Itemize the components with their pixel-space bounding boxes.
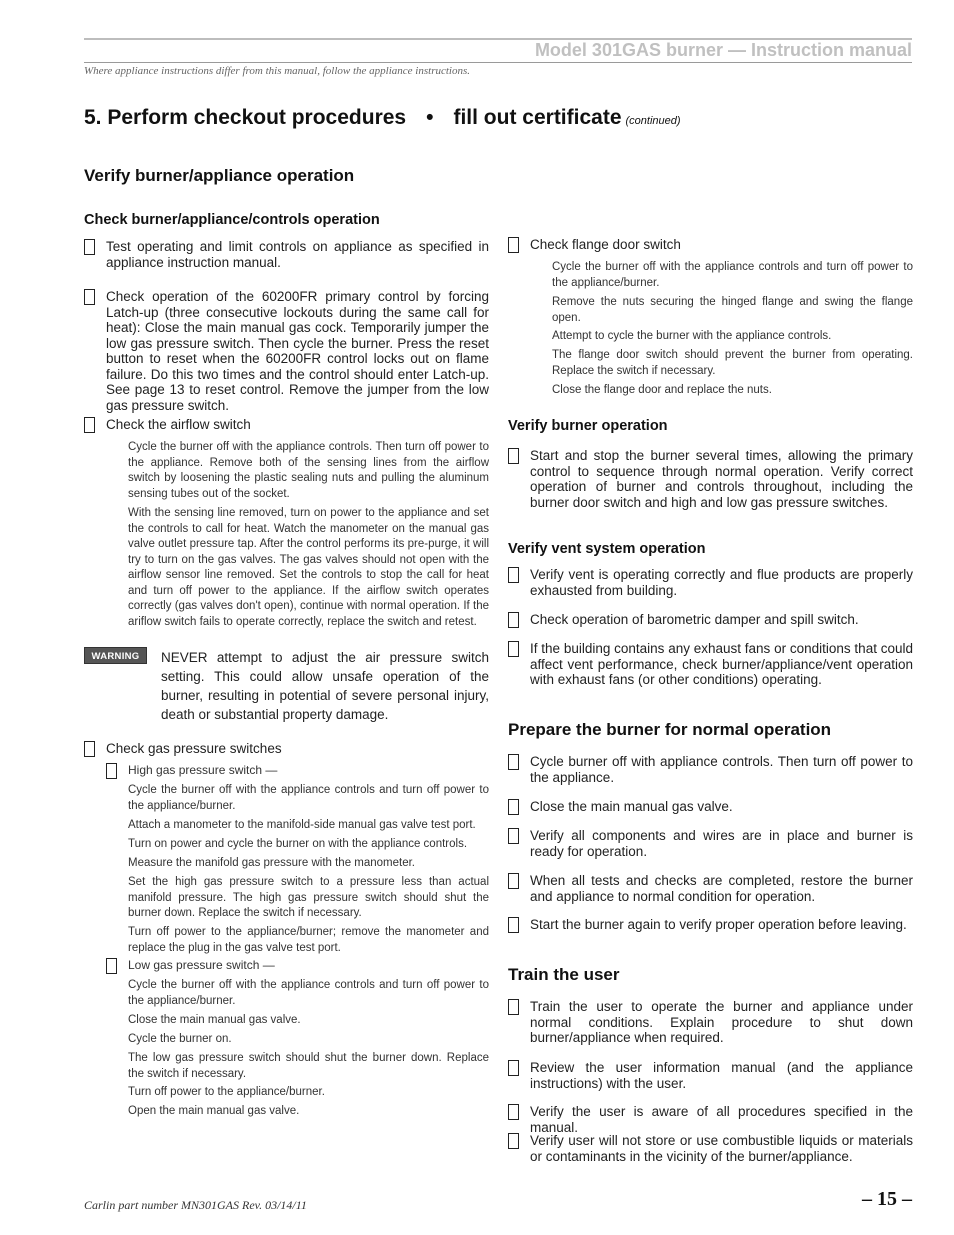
checkbox[interactable] <box>84 239 95 255</box>
checklist-item-review-manual: Review the user information manual (and the appliance instructions) with the user. <box>508 1060 913 1091</box>
subitem-high-gas-pressure: High gas pressure switch — <box>106 763 489 778</box>
checkbox[interactable] <box>508 999 519 1015</box>
subitem-low-gas-pressure: Low gas pressure switch — <box>106 958 489 973</box>
checklist-item-primary-control: Check operation of the 60200FR primary control by forcing Latch-up (three consecutive lockouts during the same call for heat): Close the main manual gas cock. Temporarily jumper the low gas pressure switch. Then cycle the burner. Press the reset button to reset when the 60200FR control locks out on flame failure. Do this two times and the control should enter Latch-up. See page 13 to reset control. Remove the jumper from the low gas pressure switch. <box>84 289 489 413</box>
checklist-item-cycle-off: Cycle burner off with appliance controls. Then turn off power to the appliance. <box>508 754 913 785</box>
footer-part-number: Carlin part number MN301GAS Rev. 03/14/11 <box>84 1198 307 1212</box>
section-title-sub: fill out certificate <box>453 106 622 129</box>
low-step-4: The low gas pressure switch should shut the burner down. Replace the switch if necessary. <box>128 1052 489 1080</box>
checklist-item-gas-pressure-switches: Check gas pressure switches <box>84 741 489 757</box>
airflow-step-2: With the sensing line removed, turn on power to the appliance and set the controls to call for heat. Watch the manometer on the manual gas valve outlet pressure tap. After the control performs its pre-purge, it will try to turn on the gas valves. The gas valves should not open with the airflow sensor line removed. Set the controls to stop the call for heat and turn off power to the appliance. If the airflow switch operates correctly (gas valves don't open), continue with normal operation. If the ariflow switch fails to operate correctly, replace the switch and retest. <box>128 507 489 628</box>
checkbox[interactable] <box>84 417 95 433</box>
header-note: Where appliance instructions differ from this manual, follow the appliance instructions. <box>84 65 470 77</box>
high-step-6: Turn off power to the appliance/burner; remove the manometer and replace the plug in the gas valve test port. <box>128 926 489 954</box>
heading-verify-vent-system: Verify vent system operation <box>508 541 706 557</box>
checkbox[interactable] <box>508 567 519 583</box>
checkbox[interactable] <box>508 612 519 628</box>
checkbox[interactable] <box>508 641 519 657</box>
checklist-item-no-combustibles: Verify user will not store or use combustible liquids or materials or contaminants in the vicinity of the burner/appliance. <box>508 1133 913 1164</box>
checklist-item-barometric-damper: Check operation of barometric damper and spill switch. <box>508 612 913 628</box>
checklist-item-exhaust-fans: If the building contains any exhaust fans or conditions that could affect vent performance, check burner/appliance/vent operation with exhaust fans (or other conditions) operating. <box>508 641 913 688</box>
high-step-5: Set the high gas pressure switch to a pressure less than actual manifold pressure. The high gas pressure switch should shut the burner down. Replace the switch if necessary. <box>128 876 489 919</box>
header-rule-bottom <box>84 62 912 63</box>
checkbox[interactable] <box>106 958 117 974</box>
checklist-item-train-operate: Train the user to operate the burner and appliance under normal conditions. Explain procedure to shut down burner/appliance when required. <box>508 999 913 1046</box>
page-number: – 15 – <box>862 1188 912 1210</box>
checkbox[interactable] <box>508 799 519 815</box>
heading-train-user: Train the user <box>508 965 620 984</box>
low-step-6: Open the main manual gas valve. <box>128 1105 300 1117</box>
checklist-item-start-again: Start the burner again to verify proper operation before leaving. <box>508 917 913 933</box>
checkbox[interactable] <box>508 1104 519 1120</box>
checkbox[interactable] <box>508 828 519 844</box>
checkbox[interactable] <box>106 763 117 779</box>
flange-step-5: Close the flange door and replace the nuts. <box>552 384 772 396</box>
checkbox[interactable] <box>508 1060 519 1076</box>
checklist-item-flange-door-switch: Check flange door switch <box>508 237 913 253</box>
low-step-1: Cycle the burner off with the appliance controls and turn off power to the appliance/burner. <box>128 979 489 1007</box>
flange-step-3: Attempt to cycle the burner with the appliance controls. <box>552 330 832 342</box>
heading-prepare-burner: Prepare the burner for normal operation <box>508 720 832 739</box>
warning-badge: WARNING <box>84 647 147 664</box>
checklist-item-procedures-aware: Verify the user is aware of all procedures specified in the manual. <box>508 1104 913 1135</box>
high-step-3: Turn on power and cycle the burner on with the appliance controls. <box>128 838 468 850</box>
checklist-item-burner-operation: Start and stop the burner several times, allowing the primary control to sequence through normal operation. Verify correct operation of burner and controls throughout, including the burner door switch and high and low gas pressure switches. <box>508 448 913 510</box>
section-title-bullet: • <box>426 106 434 129</box>
checkbox[interactable] <box>84 289 95 305</box>
low-step-5: Turn off power to the appliance/burner. <box>128 1086 325 1098</box>
checkbox[interactable] <box>508 448 519 464</box>
checkbox[interactable] <box>508 917 519 933</box>
low-step-3: Cycle the burner on. <box>128 1033 232 1045</box>
heading-verify-burner-operation: Verify burner operation <box>508 418 668 434</box>
checkbox[interactable] <box>84 741 95 757</box>
flange-step-1: Cycle the burner off with the appliance controls and turn off power to the appliance/burner. <box>552 261 913 289</box>
manual-title: Model 301GAS burner — Instruction manual <box>534 40 912 60</box>
flange-step-2: Remove the nuts securing the hinged flange and swing the flange open. <box>552 296 913 324</box>
subheading-check-controls: Check burner/appliance/controls operation <box>84 212 380 228</box>
heading-verify-burner-appliance: Verify burner/appliance operation <box>84 166 355 185</box>
high-step-1: Cycle the burner off with the appliance controls and turn off power to the appliance/burner. <box>128 784 489 812</box>
checkbox[interactable] <box>508 1133 519 1149</box>
high-step-4: Measure the manifold gas pressure with the manometer. <box>128 857 416 869</box>
checkbox[interactable] <box>508 754 519 770</box>
checklist-item-close-gas-valve: Close the main manual gas valve. <box>508 799 913 815</box>
checklist-item-restore-normal: When all tests and checks are completed, restore the burner and appliance to normal condition for operation. <box>508 873 913 904</box>
section-title <box>84 106 681 130</box>
section-title-main: 5. Perform checkout procedures <box>84 106 407 129</box>
checkbox[interactable] <box>508 237 519 253</box>
checklist-item-limit-controls: Test operating and limit controls on appliance as specified in appliance instruction manual. <box>84 239 489 270</box>
warning-text: NEVER attempt to adjust the air pressure switch setting. This could allow unsafe operation of the burner, resulting in potential of severe personal injury, death or substantial property damage. <box>161 650 489 722</box>
checkbox[interactable] <box>508 873 519 889</box>
high-step-2: Attach a manometer to the manifold-side manual gas valve test port. <box>128 819 476 831</box>
checklist-item-vent-operating: Verify vent is operating correctly and flue products are properly exhausted from building. <box>508 567 913 598</box>
airflow-step-1: Cycle the burner off with the appliance controls. Then turn off power to the appliance. Remove both of the sensing lines from the airflow switch by loosening the plastic sealing nuts and pulling the aluminum sensing tubes out of the socket. <box>128 441 489 500</box>
flange-step-4: The flange door switch should prevent the burner from operating. Replace the switch if necessary. <box>552 349 913 377</box>
continued-label: (continued) <box>625 115 681 127</box>
checklist-item-verify-components: Verify all components and wires are in place and burner is ready for operation. <box>508 828 913 859</box>
low-step-2: Close the main manual gas valve. <box>128 1014 301 1026</box>
checklist-item-airflow-switch: Check the airflow switch <box>84 417 489 433</box>
